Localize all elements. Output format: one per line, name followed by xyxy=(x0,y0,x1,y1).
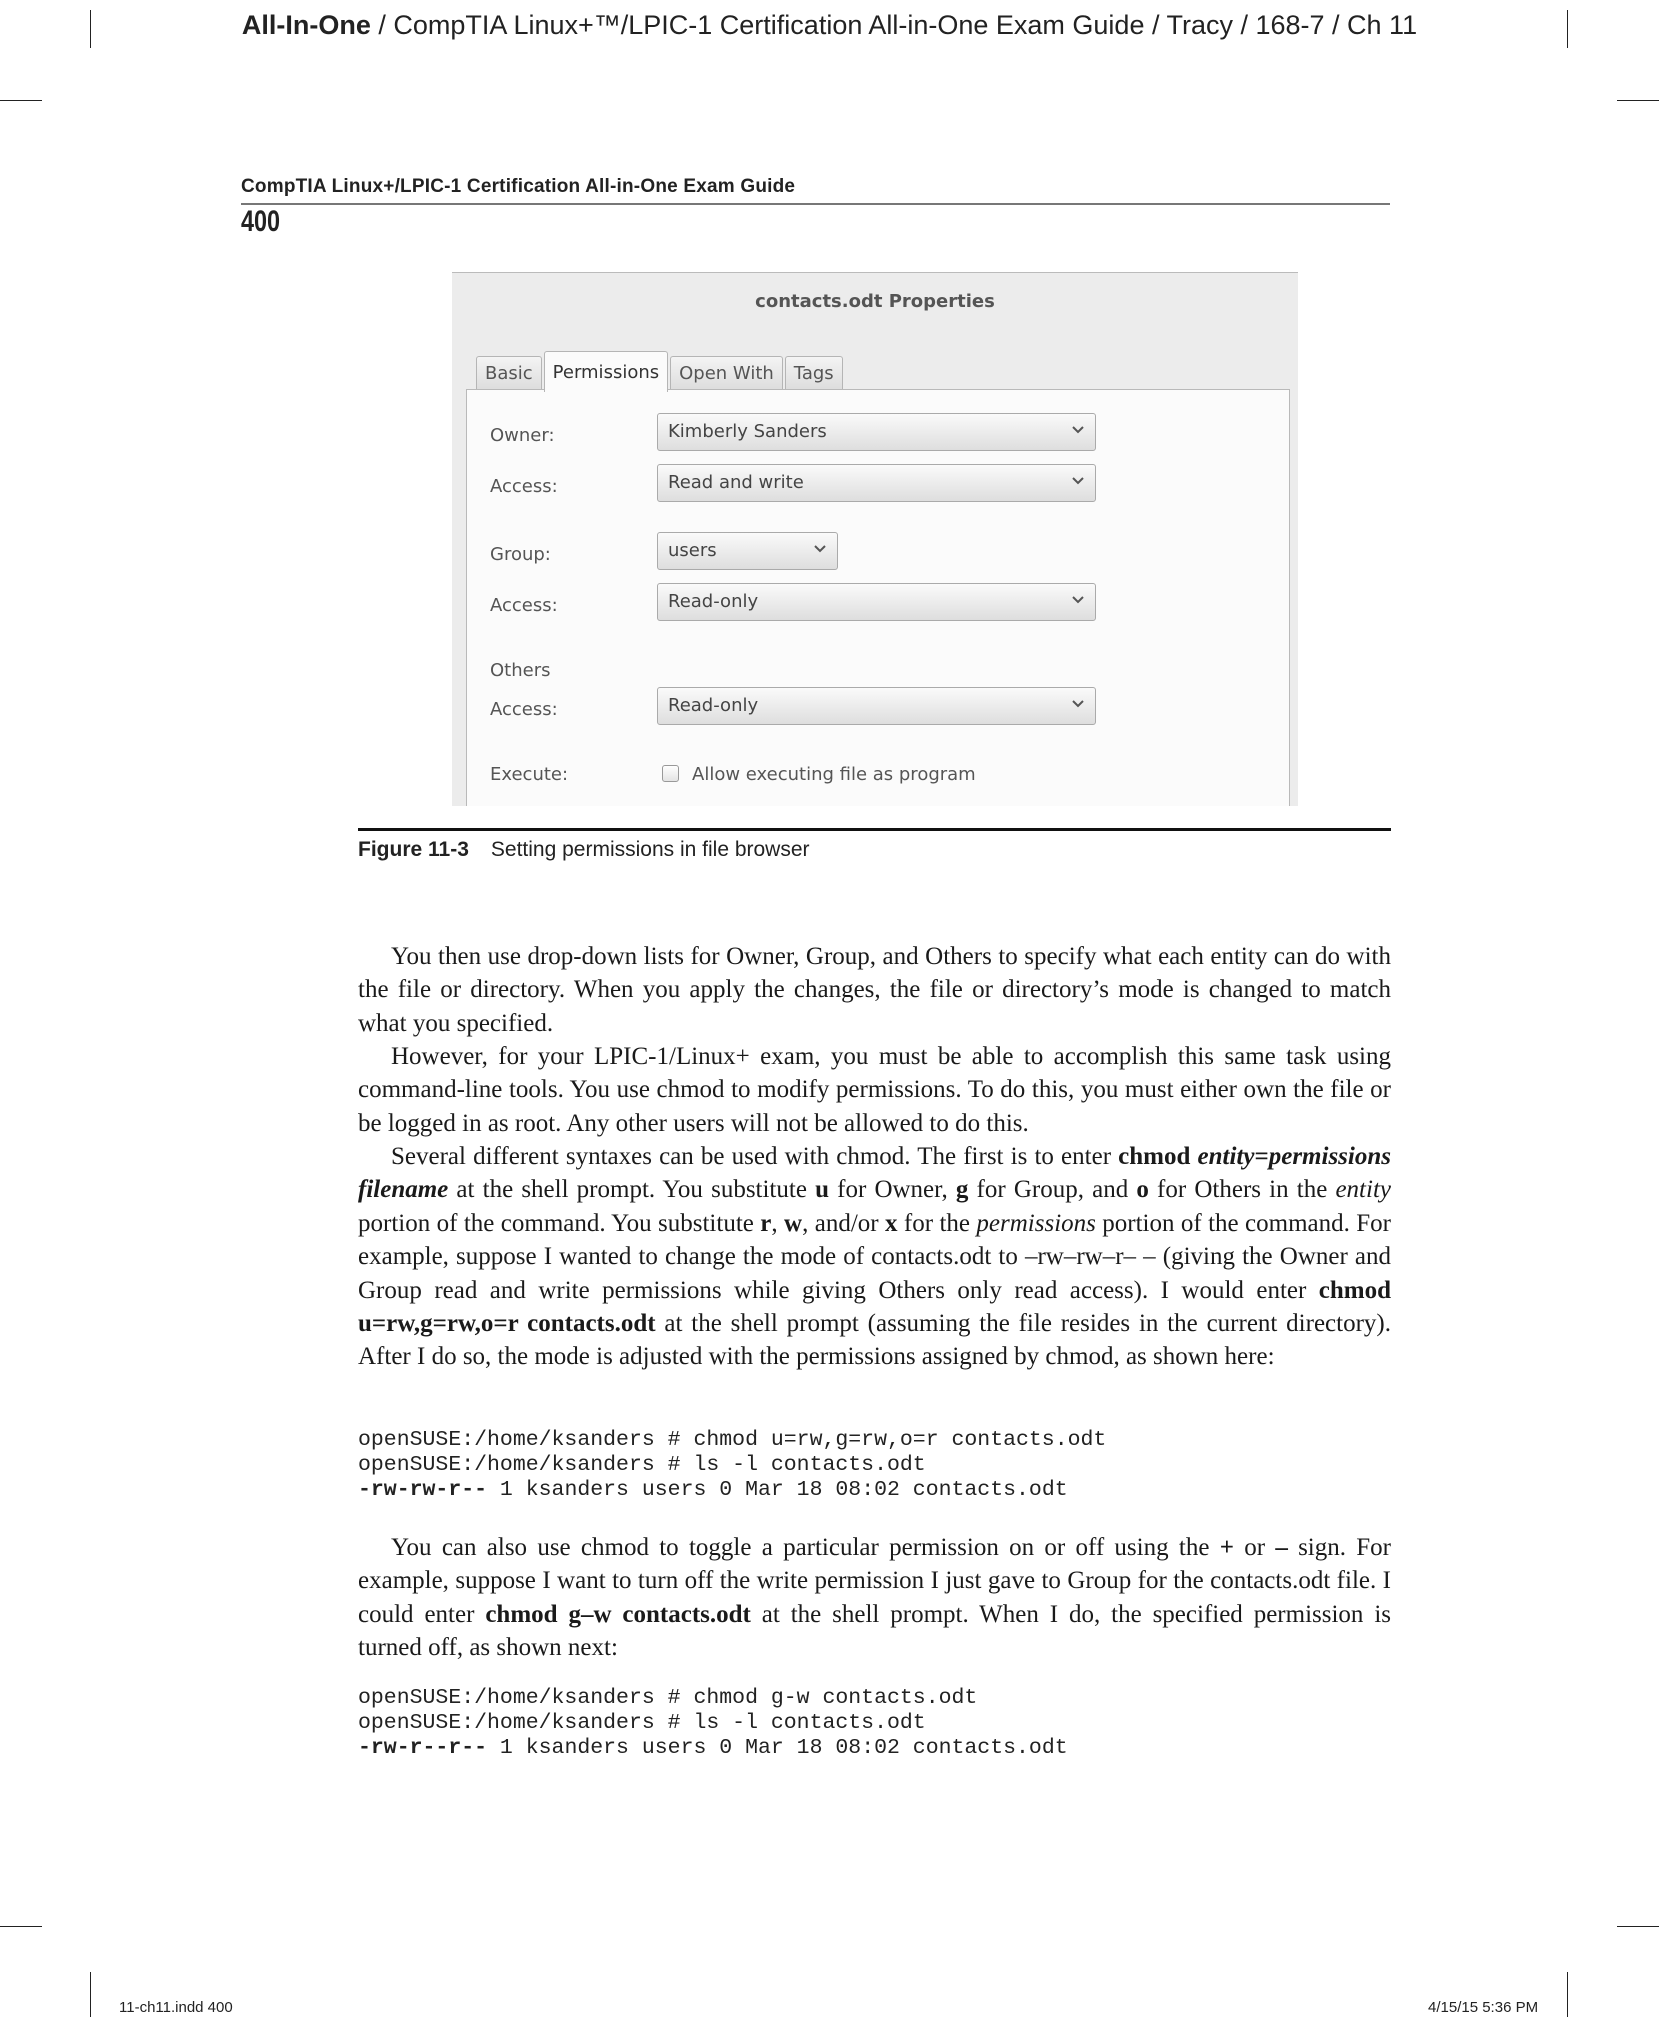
command-text: chmod g–w contacts.odt xyxy=(485,1600,751,1628)
paragraph xyxy=(358,940,1391,1040)
group-label: Group: xyxy=(490,544,551,565)
option-letter: r xyxy=(760,1209,772,1237)
crop-mark xyxy=(1617,1926,1659,1927)
execute-checkbox-label[interactable]: Allow executing file as program xyxy=(692,764,976,785)
code-line xyxy=(358,1736,1068,1761)
owner-access-select[interactable] xyxy=(657,464,1096,502)
command-text: chmod xyxy=(1118,1143,1198,1170)
code-line xyxy=(358,1478,1106,1503)
option-letter: w xyxy=(784,1209,803,1237)
tab-open-with[interactable]: Open With xyxy=(670,356,783,391)
text-run: at the shell prompt (assuming the file resides in the current directory). After I do so, the mode is adjusted with the permissions assigned by chmod, as shown here: xyxy=(358,1310,1391,1371)
code-line: openSUSE:/home/ksanders # ls -l contacts.odt xyxy=(358,1711,926,1735)
paragraph xyxy=(358,1040,1391,1140)
chevron-down-icon xyxy=(1071,423,1085,437)
execute-checkbox[interactable] xyxy=(662,765,679,782)
dialog-title: contacts.odt Properties xyxy=(755,291,995,312)
paragraph xyxy=(358,1531,1391,1665)
option-letter: x xyxy=(885,1209,898,1237)
page-number: 400 xyxy=(241,205,281,238)
file-mode: -rw-r--r-- xyxy=(358,1736,488,1760)
text-run: at the shell prompt. When I do, the specified permission is turned off, as shown next: xyxy=(358,1600,1391,1662)
tab-tags[interactable]: Tags xyxy=(785,356,843,391)
paragraph-text: However, for your LPIC-1/Linux+ exam, you must be able to accomplish this same task using command-line tools. You use chmod to modify permissions. To do this, you must either own the file or be logged in as root. Any other users will not be allowed to do this. xyxy=(358,1043,1391,1137)
command-text: chmod u=rw,g=rw,o=r contacts.odt xyxy=(358,1276,1391,1338)
tab-permissions[interactable]: Permissions xyxy=(544,351,668,392)
permissions-panel xyxy=(466,389,1290,806)
owner-label: Owner: xyxy=(490,425,555,446)
text-run: portion of the command. You substitute xyxy=(358,1209,761,1237)
text-run: portion of the command. For example, suppose I wanted to change the mode of contacts.odt to –rw–rw–r– – (giving the Owner and Group read and write permissions while giving Others only read access). I would enter xyxy=(358,1209,1392,1304)
option-letter: u xyxy=(815,1176,829,1204)
crop-mark xyxy=(0,100,42,101)
text-run: for Group, and xyxy=(968,1176,1137,1204)
paragraph-text: You then use drop-down lists for Owner, Group, and Others to specify what each entity can do with the file or directory. When you apply the changes, the file or directory’s mode is changed to match what you specified. xyxy=(358,943,1391,1037)
running-head: CompTIA Linux+/LPIC-1 Certification All-in-One Exam Guide xyxy=(241,176,796,197)
crop-mark xyxy=(90,1972,91,2017)
code-text: 1 ksanders users 0 Mar 18 08:02 contacts.odt xyxy=(487,1478,1068,1502)
others-access-value: Read-only xyxy=(668,695,759,716)
others-label: Others xyxy=(490,660,551,681)
tab-bar xyxy=(476,350,845,391)
crop-mark xyxy=(1567,1972,1568,2017)
others-access-label: Access: xyxy=(490,699,558,720)
group-access-select[interactable] xyxy=(657,583,1096,621)
code-line: openSUSE:/home/ksanders # chmod g-w contacts.odt xyxy=(358,1686,978,1710)
chevron-down-icon xyxy=(1071,474,1085,488)
file-mode: -rw-rw-r-- xyxy=(358,1478,488,1502)
emphasis-text: permissions xyxy=(976,1209,1096,1237)
figure-caption-text: Setting permissions in file browser xyxy=(490,838,810,861)
footer-date: 4/15/15 5:36 PM xyxy=(1428,1999,1539,2016)
paragraph xyxy=(358,1140,1391,1374)
chevron-down-icon xyxy=(1071,593,1085,607)
text-run: Several different syntaxes can be used with chmod. The first is to enter xyxy=(391,1143,1119,1170)
option-letter: g xyxy=(955,1176,969,1204)
owner-access-label: Access: xyxy=(490,476,558,497)
others-access-select[interactable] xyxy=(657,687,1096,725)
tab-basic[interactable]: Basic xyxy=(476,356,542,391)
crop-mark xyxy=(0,1926,42,1927)
book-slug-details: / CompTIA Linux+™/LPIC-1 Certification All-in-One Exam Guide / Tracy / 168-7 / Ch 11 xyxy=(370,10,1418,40)
footer-file-info: 11-ch11.indd 400 xyxy=(119,1999,233,2016)
option-letter: o xyxy=(1136,1176,1149,1204)
code-listing xyxy=(358,1428,1106,1503)
emphasis-text: entity xyxy=(1335,1176,1391,1204)
code-text: 1 ksanders users 0 Mar 18 08:02 contacts.odt xyxy=(487,1736,1068,1760)
group-select-value: users xyxy=(668,540,717,561)
text-run: sign. For example, suppose I want to turn off the write permission I just gave to Group for the contacts.odt file. I could enter xyxy=(358,1534,1392,1628)
owner-select[interactable] xyxy=(657,413,1096,451)
text-run: for Owner, xyxy=(828,1176,956,1204)
text-run: for Others in the xyxy=(1148,1176,1336,1204)
code-line: openSUSE:/home/ksanders # chmod u=rw,g=rw,o=r contacts.odt xyxy=(358,1428,1107,1452)
owner-access-value: Read and write xyxy=(668,472,804,493)
code-line: openSUSE:/home/ksanders # ls -l contacts.odt xyxy=(358,1453,926,1477)
chevron-down-icon xyxy=(813,542,827,556)
command-text: – xyxy=(1275,1534,1288,1561)
text-run: or xyxy=(1233,1534,1276,1561)
group-access-label: Access: xyxy=(490,595,558,616)
group-select[interactable] xyxy=(657,532,838,570)
figure-caption xyxy=(358,838,810,862)
group-access-value: Read-only xyxy=(668,591,759,612)
command-text: + xyxy=(1219,1534,1234,1561)
text-run: You can also use chmod to toggle a particular permission on or off using the xyxy=(391,1534,1220,1561)
execute-label: Execute: xyxy=(490,764,569,785)
text-run: for the xyxy=(897,1209,977,1237)
owner-select-value: Kimberly Sanders xyxy=(668,421,827,442)
command-placeholder: entity xyxy=(1197,1143,1255,1170)
figure-label: Figure 11-3 xyxy=(358,838,469,861)
properties-dialog xyxy=(452,272,1298,806)
figure-rule xyxy=(358,828,1391,831)
crop-mark xyxy=(1617,100,1659,101)
code-listing xyxy=(358,1686,1068,1761)
command-text: = xyxy=(1254,1143,1269,1170)
text-run: , and/or xyxy=(802,1209,886,1237)
text-run: , xyxy=(771,1209,785,1237)
text-run: at the shell prompt. You substitute xyxy=(448,1176,816,1204)
header-rule xyxy=(241,203,1390,205)
chevron-down-icon xyxy=(1071,697,1085,711)
command-placeholder: permissions filename xyxy=(358,1143,1391,1204)
book-series: All-In-One xyxy=(241,10,371,40)
book-slug xyxy=(0,10,1659,41)
